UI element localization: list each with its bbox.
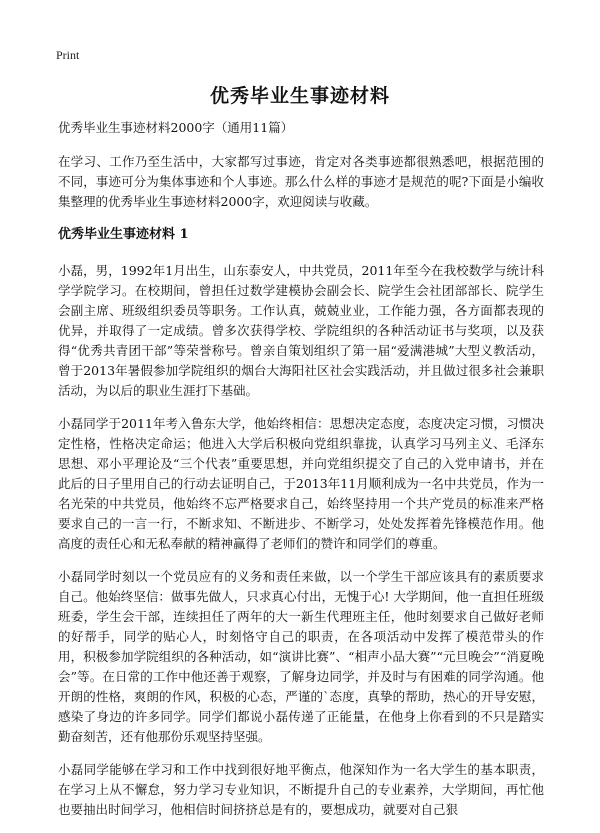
document-body <box>58 118 544 833</box>
body-paragraph-1: 小磊，男，1992年1月出生，山东泰安人，中共党员，2011年至今在我校数学与统计科学学院学习。在校期间，曾担任过数学建模协会副会长、院学生会社团部部长、院学生会副主席、班级组织委员等职务。工作认真，兢兢业业，工作能力强，各方面都表现的优异，并取得了一定成绩。曾多次获得学校、学院组织的各种活动证书与奖项，以及获得“优秀共青团干部”等荣誉称号。曾亲自策划组织了第一届“爱满港城”大型义教活动，曾于2013年暑假参加学院组织的烟台大海阳社区社会实践活动，并且做过很多社会兼职活动，为以后的职业生涯打下基础。 <box>58 263 544 398</box>
document-subtitle: 优秀毕业生事迹材料2000字（通用11篇） <box>58 120 294 135</box>
print-link[interactable]: Print <box>56 48 80 62</box>
document-title: 优秀毕业生事迹材料 <box>209 85 390 107</box>
intro-paragraph: 在学习、工作乃至生活中，大家都写过事迹，肯定对各类事迹都很熟悉吧，根据范围的不同，事迹可分为集体事迹和个人事迹。那么什么样的事迹才是规范的呢?下面是小编收集整理的优秀毕业生事迹材料2000字，欢迎阅读与收藏。 <box>58 154 544 209</box>
body-paragraph-2: 小磊同学于2011年考入鲁东大学，他始终相信：思想决定态度，态度决定习惯，习惯决定性格，性格决定命运；他进入大学后积极向党组织靠拢，认真学习马列主义、毛泽东思想、邓小平理论及“三个代表”重要思想，并向党组织提交了自己的入党申请书，并在此后的日子里用自己的行动去证明自己，于2013年11月顺利成为一名中共党员，作为一名光荣的中共党员，他始终不忘严格要求自己，始终坚持用一个共产党员的标准来严格要求自己的一言一行，不断求知、不断进步、不断学习，处处发挥着先锋模范作用。他高度的责任心和无私奉献的精神赢得了老师们的赞许和同学们的尊重。 <box>58 416 544 551</box>
body-paragraph-3: 小磊同学时刻以一个党员应有的义务和责任来做，以一个学生干部应该具有的素质要求自己。他始终坚信：做事先做人，只求真心付出，无愧于心! 大学期间，他一直担任班级班委，学生会干部，连续担任了两年的大一新生代理班主任，他时刻要求自己做好老师的好帮手，同学的贴心人，时刻恪守自己的职责，在各项活动中发挥了模范带头的作用，积极参加学院组织的各种活动，如“演讲比赛”、“相声小品大赛”“元旦晚会”“消夏晚会”等。在日常的工作中他还善于观察，了解身边同学，并及时与有困难的同学沟通。他开朗的性格，爽朗的作风，积极的心态，严谨的`态度，真挚的帮助，热心的开导安慰，感染了身边的许多同学。同学们都说小磊传递了正能量，在他身上你看到的不只是踏实勤奋刻苦，还有他那份乐观坚持坚强。 <box>58 569 544 744</box>
section-heading: 优秀毕业生事迹材料 1 <box>58 227 189 242</box>
body-paragraph-4: 小磊同学能够在学习和工作中找到很好地平衡点，他深知作为一名大学生的基本职责，在学习上从不懈怠，努力学习专业知识，不断提升自己的专业素养，大学期间，再忙他也要抽出时间学习，他相信时间挤挤总是有的，要想成功，就要对自己狠 <box>58 762 544 817</box>
